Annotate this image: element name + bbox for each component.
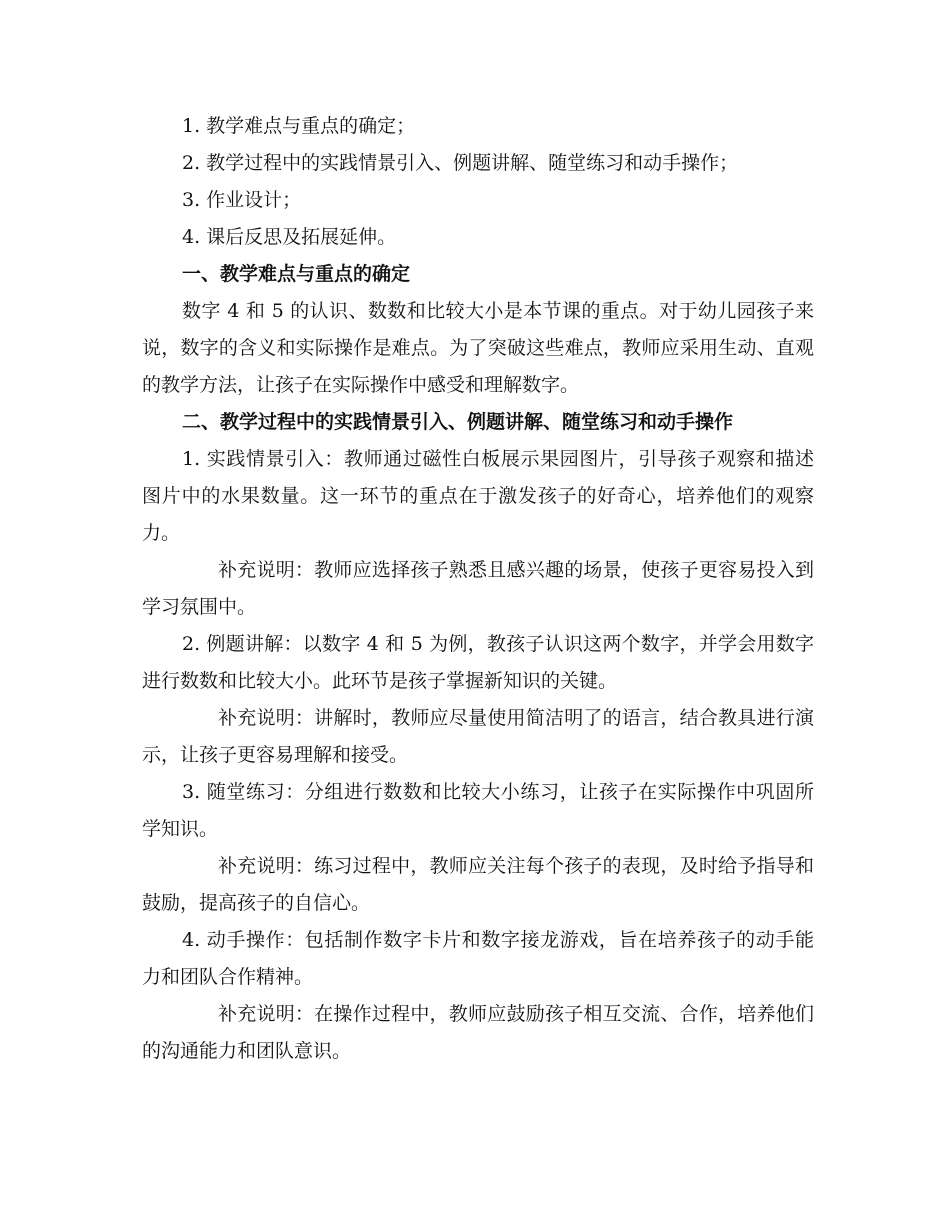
document-body [142, 108, 814, 1070]
step-1-paragraph: 1. 实践情景引入：教师通过磁性白板展示果园图片，引导孩子观察和描述图片中的水果数量。这一环节的重点在于激发孩子的好奇心，培养他们的观察力。 [142, 448, 814, 544]
toc-item-4: 4. 课后反思及拓展延伸。 [182, 226, 397, 248]
step-2-paragraph: 2. 例题讲解：以数字 4 和 5 为例，教孩子认识这两个数字，并学会用数字进行数数和比较大小。此环节是孩子掌握新知识的关键。 [142, 633, 814, 692]
step-4-note: 补充说明：在操作过程中，教师应鼓励孩子相互交流、合作，培养他们的沟通能力和团队意识。 [142, 1003, 814, 1062]
step-3-paragraph: 3. 随堂练习：分组进行数数和比较大小练习，让孩子在实际操作中巩固所学知识。 [142, 781, 814, 840]
toc-item-2: 2. 教学过程中的实践情景引入、例题讲解、随堂练习和动手操作； [182, 152, 739, 174]
toc-item-1: 1. 教学难点与重点的确定； [182, 115, 416, 137]
step-2-note: 补充说明：讲解时，教师应尽量使用简洁明了的语言，结合教具进行演示，让孩子更容易理解和接受。 [142, 707, 814, 766]
toc-item-3: 3. 作业设计； [182, 189, 302, 211]
section-1-paragraph: 数字 4 和 5 的认识、数数和比较大小是本节课的重点。对于幼儿园孩子来说，数字的含义和实际操作是难点。为了突破这些难点，教师应采用生动、直观的教学方法，让孩子在实际操作中感受和理解数字。 [142, 300, 814, 396]
step-1-note: 补充说明：教师应选择孩子熟悉且感兴趣的场景，使孩子更容易投入到学习氛围中。 [142, 559, 814, 618]
section-2-heading: 二、教学过程中的实践情景引入、例题讲解、随堂练习和动手操作 [182, 411, 734, 433]
step-4-paragraph: 4. 动手操作：包括制作数字卡片和数字接龙游戏，旨在培养孩子的动手能力和团队合作精神。 [142, 929, 814, 988]
section-1-heading: 一、教学难点与重点的确定 [182, 263, 411, 285]
step-3-note: 补充说明：练习过程中，教师应关注每个孩子的表现，及时给予指导和鼓励，提高孩子的自信心。 [142, 855, 814, 914]
